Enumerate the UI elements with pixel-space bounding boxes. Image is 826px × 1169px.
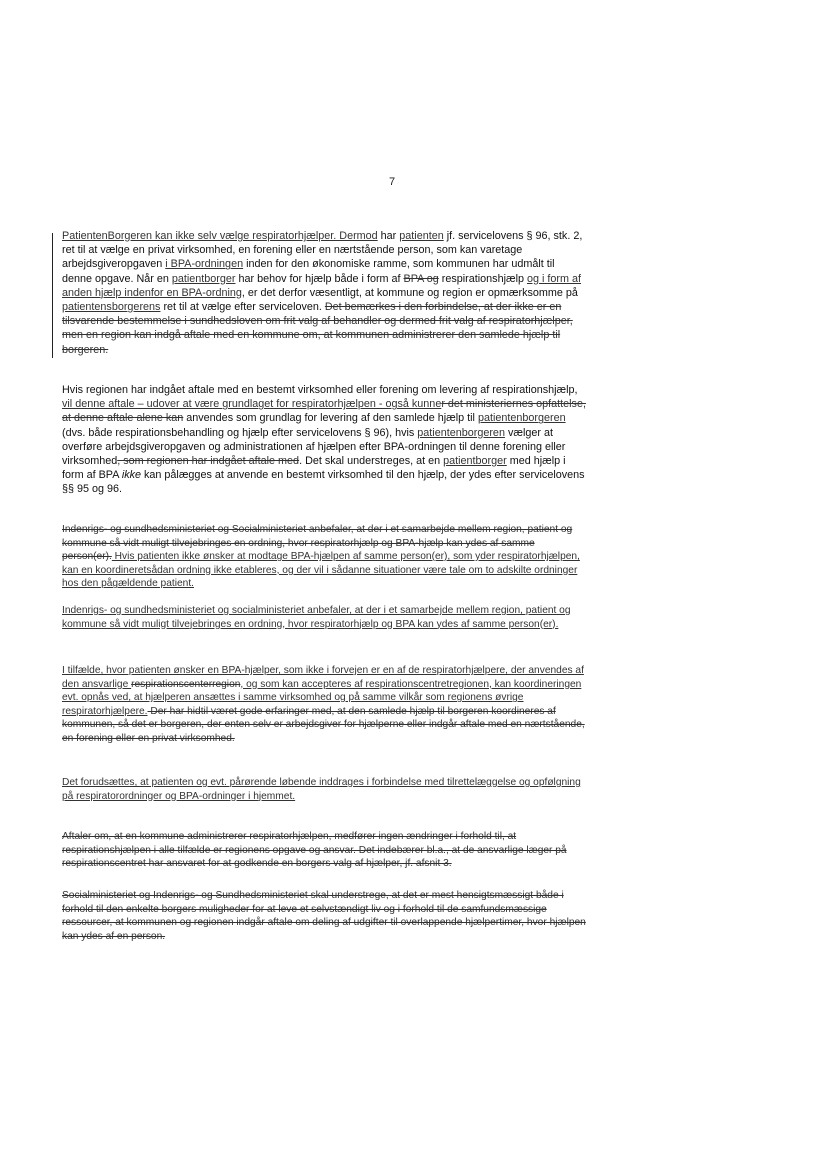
deleted-text: Det bemærkes i den forbindelse, at der ikke er en tilsvarende bestemmelse i sundhedsloven om frit valg af behandler og dermed frit valg af respiratorhjælper, men en region kan indgå aftale med en kommune om, at kommunen administrerer den samlede hjælp til borgeren. (62, 301, 573, 356)
inserted-text: I tilfælde, hvor patienten ønsker en BPA-hjælper, som ikke i forvejen er en af de respiratorhjælpere, der anvendes af den ansvarlige (62, 665, 584, 690)
paragraph-8 (62, 889, 586, 943)
deleted-text: , som regionen har indgået aftale med (117, 455, 300, 468)
inserted-text: patientenborgeren (417, 426, 505, 439)
inserted-text: Det forudsættes, at patienten og evt. pårørende løbende inddrages i forbindelse med tilrettelæggelse og opfølgning på respiratorordninger og BPA-ordninger i hjemmet. (62, 777, 581, 802)
inserted-text: patientenborgeren (477, 412, 566, 425)
paragraph-3 (62, 523, 586, 591)
body-text: inden for den økonomiske ramme, som kommunen har udmålt til denne opgave. Når en (62, 258, 555, 285)
paragraph-4 (62, 604, 586, 631)
body-text: ret til at vælge efter serviceloven. (160, 301, 325, 314)
body-text: . Det skal understreges, at en (299, 455, 444, 468)
page-number: 7 (388, 176, 396, 188)
deleted-text: respirationscenterregion (131, 678, 241, 690)
paragraph-6 (62, 776, 586, 803)
inserted-text: patienten (399, 230, 444, 242)
inserted-text: Hvis patienten ikke ønsker at modtage BPA-hjælpen af samme person(er), som yder respiratorhjælpen, kan en koordineretsådan ordning ikke etableres, og der vil i sådanne situationer være tale om to adskilte ordninger hos den pågældende patient. (62, 551, 580, 590)
body-text: har behov for hjælp både i form af (235, 272, 404, 285)
deleted-text: Der har hidtil været gode erfaringer med, at den samlede hjælp til borgeren koordineres af kommunen, så det er borgeren, der enten selv er arbejdsgiver for hjælperne eller indgår aftale med en nærtstående, en forening eller en privat virksomhed. (62, 705, 585, 744)
paragraph-2 (62, 383, 586, 497)
change-bar (52, 233, 53, 358)
body-text: Hvis regionen har indgået aftale med en bestemt virksomhed eller forening om levering af respirationshjælp, (62, 384, 578, 396)
body-text: jf. servicelovens § 96, stk. 2, ret til at vælge en privat virksomhed, en forening eller en nærtstående person, som kan varetage arbejdsgiveropgaven (62, 230, 583, 271)
body-text: kan pålægges at anvende en bestemt virksomhed til den hjælp, der ydes efter servicelovens §§ 95 og 96. (62, 469, 585, 496)
inserted-text: PatientenBorgeren kan ikke selv vælge respiratorhjælper. Dermod (62, 230, 378, 242)
deleted-text: Aftaler om, at en kommune administrerer respiratorhjælpen, medfører ingen ændringer i forhold til, at respirationshjælpen i alle tilfælde er regionens opgave og ansvar. Det indebærer bl.a., at de ansvarlige læger på respirationscentret har ansvaret for at godkende en borgers valg af hjælper, jf. afsnit 3. (62, 831, 567, 870)
body-text: vælger at overføre arbejdsgiveropgaven og administrationen af hjælpen efter BPA-ordningen til denne (62, 426, 553, 453)
body-text: respirationshjælp (438, 272, 527, 285)
inserted-text: vil denne aftale – udover at være grundlaget for respiratorhjælpen - også kunne (62, 398, 442, 411)
deleted-text: Indenrigs- og sundhedsministeriet og Socialministeriet anbefaler, at der i et samarbejde mellem region, patient og kommune så vidt muligt tilvejebringes en ordning, hvor respiratorhjælp og BPA-hjælp kan ydes af samme person(er). (62, 524, 573, 563)
paragraph-1 (62, 229, 586, 357)
inserted-text: og i form af anden hjælp indenfor en BPA-ordning (62, 272, 581, 299)
deleted-text: BPA og (403, 272, 439, 285)
body-text: har (377, 230, 400, 242)
body-text: (dvs. både respirationsbehandling og hjælp efter servicelovens § 96), hvis (62, 426, 418, 439)
inserted-text: i BPA-ordningen (165, 258, 244, 271)
paragraph-5 (62, 664, 586, 746)
body-text: forening eller virksomhed (62, 440, 566, 468)
body-text: anvendes som grundlag for levering af den samlede hjælp til (183, 412, 478, 425)
deleted-text: Socialministeriet og Indenrigs- og Sundhedsministeriet skal understrege, at det er mest hensigtsmæssigt både i forhold til den enkelte borgers muligheder for at leve et selvstændigt liv og i forhold til de samfundsmæssige ressourcer, at kommunen og regionen indgår aftale om deling af udgifter til overlappende hjælpertimer, hvor hjælpen kan ydes af en person. (62, 890, 586, 942)
deleted-text: r det ministeriernes opfattelse, at denne aftale alene kan (62, 398, 586, 425)
body-text: , er det derfor væsentligt, at kommune og region er opmærksomme på (241, 286, 578, 299)
inserted-text: patientborger (443, 455, 507, 468)
body-text: med hjælp i form af BPA (62, 455, 566, 482)
body-text: ikke (121, 469, 142, 482)
inserted-text: patientborger (171, 272, 236, 285)
inserted-text: patientensborgerens (62, 301, 161, 314)
inserted-text: , og som kan accepteres af respirationscentretregionen, kan koordineringen evt. opnås ved, at hjælperen ansættes i samme virksomhed og på samme vilkår som regionens øvrige respiratorhjælpere. (62, 678, 582, 717)
paragraph-7 (62, 830, 586, 871)
inserted-text: Indenrigs- og sundhedsministeriet og socialministeriet anbefaler, at der i et samarbejde mellem region, patient og kommune så vidt muligt tilvejebringes en ordning, hvor respiratorhjælp og BPA kan ydes af samme person(er). (62, 605, 571, 630)
